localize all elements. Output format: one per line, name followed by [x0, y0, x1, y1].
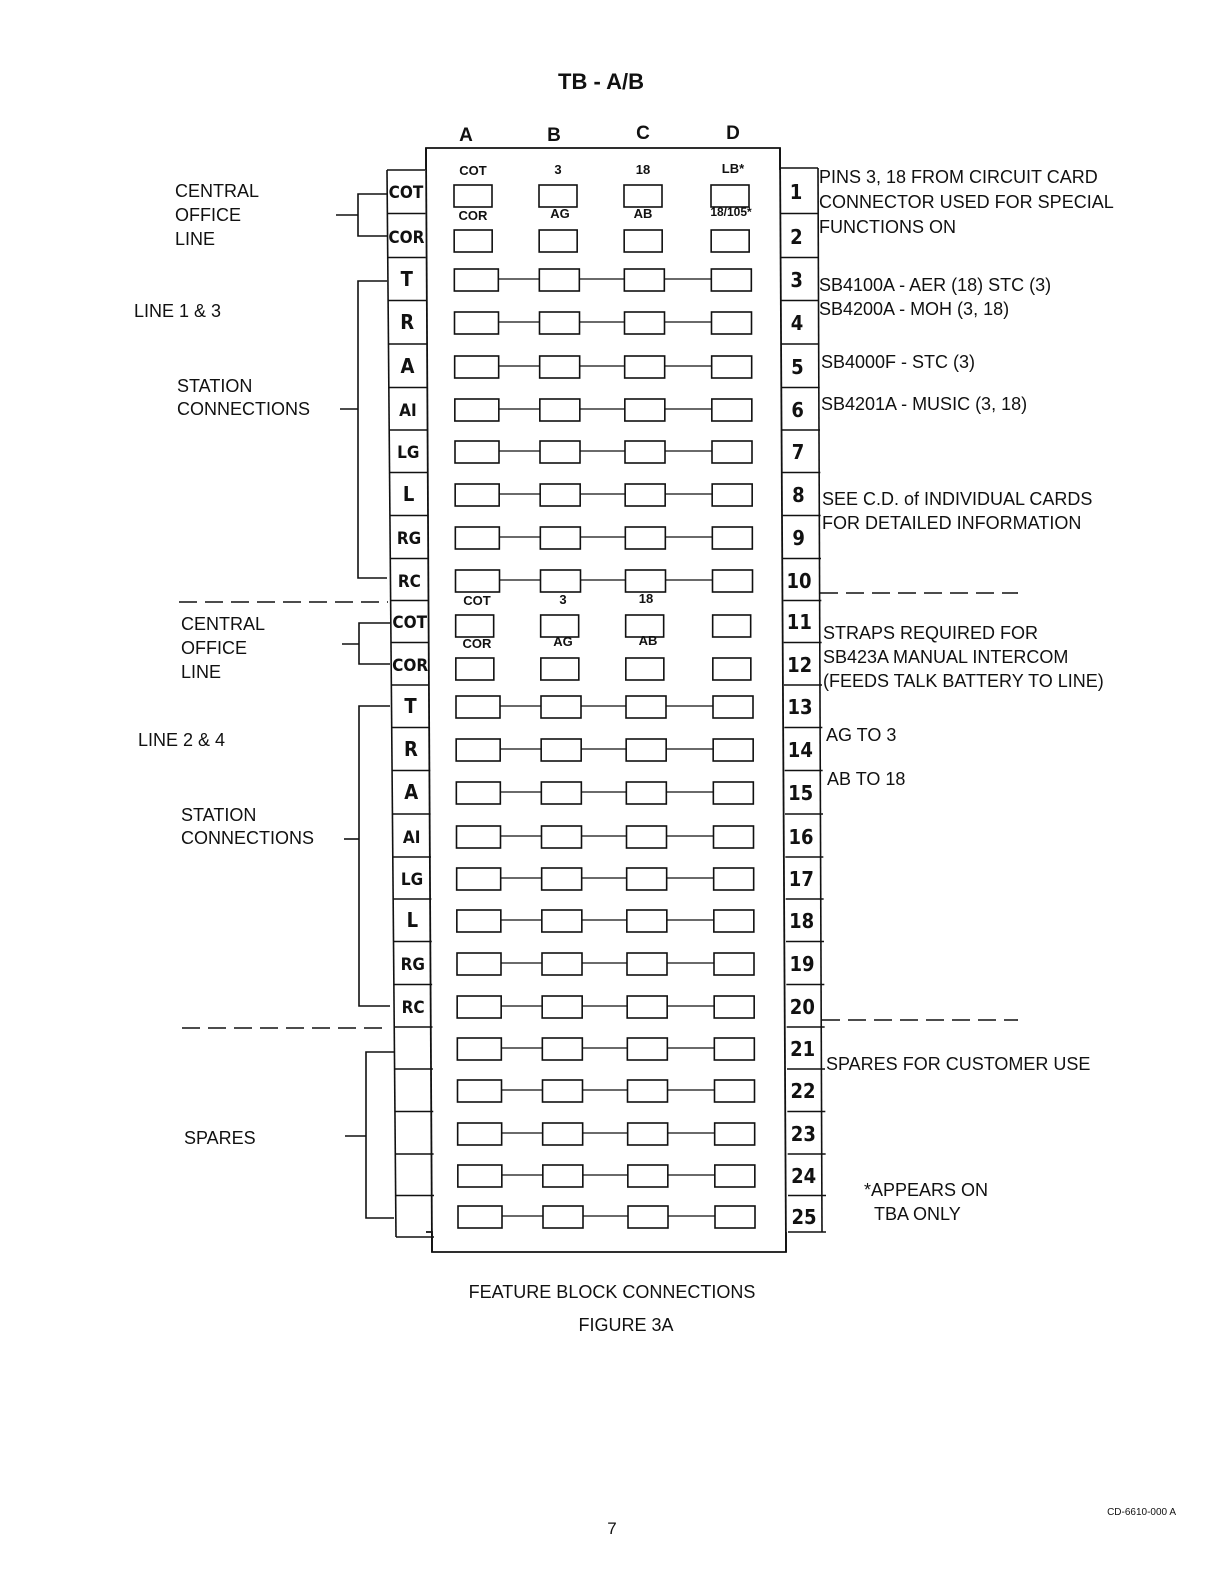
terminal-d-3 — [711, 269, 751, 291]
terminal-d-2 — [711, 230, 749, 252]
terminal-a-2 — [454, 230, 492, 252]
pin-header-cor: COR — [458, 208, 488, 223]
terminal-row-20 — [457, 996, 754, 1018]
column-header-b: B — [547, 125, 561, 146]
row-number-5: 5 — [791, 355, 804, 379]
row-label-10: RC — [397, 572, 421, 592]
terminal-b-8 — [540, 484, 580, 506]
terminal-c-23 — [628, 1123, 668, 1145]
terminal-c-6 — [625, 399, 665, 421]
terminal-row-8 — [455, 484, 752, 506]
column-headers — [459, 123, 740, 146]
pin-header-ab-2: AB — [638, 633, 658, 648]
note-see-cd: SEE C.D. of INDIVIDUAL CARDS FOR DETAILED INFORMATION — [822, 489, 1093, 533]
terminal-d-6 — [712, 399, 752, 421]
terminal-row-19 — [457, 953, 754, 975]
terminal-b-25 — [543, 1206, 583, 1228]
caption-title: FEATURE BLOCK CONNECTIONS — [468, 1282, 756, 1302]
pin-header-cor-2: COR — [462, 636, 492, 651]
group-station-1: STATION CONNECTIONS — [177, 376, 311, 419]
row-label-12: COR — [392, 656, 429, 676]
terminal-row-4 — [455, 312, 752, 334]
terminal-b-2 — [539, 230, 577, 252]
row-number-16: 16 — [788, 825, 814, 849]
terminal-b-17 — [542, 868, 582, 890]
row-number-20: 20 — [789, 995, 815, 1019]
row-label-15: A — [404, 780, 419, 804]
terminal-c-19 — [627, 953, 667, 975]
row-number-13: 13 — [787, 695, 813, 719]
row-number-12: 12 — [787, 653, 813, 677]
terminal-b-13 — [541, 696, 581, 718]
row-label-6: AI — [399, 401, 417, 421]
terminal-a-16 — [457, 826, 501, 848]
terminal-b-19 — [542, 953, 582, 975]
row-number-14: 14 — [787, 738, 813, 762]
terminal-d-23 — [715, 1123, 755, 1145]
terminal-b-1 — [539, 185, 577, 207]
terminal-d-13 — [713, 696, 753, 718]
terminal-c-13 — [626, 696, 666, 718]
terminal-b-15 — [541, 782, 581, 804]
terminal-c-7 — [625, 441, 665, 463]
terminal-a-14 — [456, 739, 500, 761]
column-header-c: C — [636, 123, 650, 144]
row-number-21: 21 — [790, 1037, 816, 1061]
row-number-7: 7 — [791, 440, 805, 464]
note-pins: PINS 3, 18 FROM CIRCUIT CARD CONNECTOR USED FOR SPECIAL FUNCTIONS ON — [819, 167, 1114, 237]
terminal-b-21 — [542, 1038, 582, 1060]
terminal-row-9 — [455, 527, 752, 549]
row-label-17: LG — [400, 870, 424, 890]
terminal-a-13 — [456, 696, 500, 718]
row-number-25: 25 — [791, 1205, 817, 1229]
row-number-15: 15 — [788, 781, 814, 805]
terminal-c-9 — [625, 527, 665, 549]
terminal-c-12 — [626, 658, 664, 680]
pin-headers-top — [459, 161, 752, 223]
note-spares: SPARES FOR CUSTOMER USE — [826, 1054, 1091, 1074]
terminal-row-6 — [455, 399, 752, 421]
terminal-row-14 — [456, 739, 753, 761]
terminal-a-9 — [455, 527, 499, 549]
row-number-1: 1 — [789, 180, 803, 204]
figure-caption — [469, 1282, 756, 1335]
terminal-b-10 — [541, 570, 581, 592]
terminal-row-12 — [456, 658, 751, 680]
terminal-b-22 — [543, 1080, 583, 1102]
pin-header-ag: AG — [550, 206, 570, 221]
terminal-row-18 — [457, 910, 754, 932]
terminal-c-10 — [626, 570, 666, 592]
row-number-strip — [780, 168, 826, 1232]
group-line-1-3: LINE 1 & 3 — [134, 301, 222, 321]
row-number-23: 23 — [790, 1122, 816, 1146]
terminal-b-3 — [539, 269, 579, 291]
document-id: CD-6610-000 A — [1107, 1507, 1176, 1518]
row-label-13: T — [404, 694, 417, 718]
row-number-11: 11 — [786, 610, 812, 634]
row-label-2: COR — [388, 228, 425, 248]
terminal-d-5 — [712, 356, 752, 378]
row-label-14: R — [403, 737, 418, 761]
row-number-24: 24 — [791, 1164, 817, 1188]
terminal-row-15 — [456, 782, 753, 804]
terminal-d-19 — [714, 953, 754, 975]
terminal-a-1 — [454, 185, 492, 207]
terminal-d-17 — [714, 868, 754, 890]
terminal-a-21 — [457, 1038, 501, 1060]
left-brackets — [336, 194, 394, 1218]
note-sb4000f: SB4000F - STC (3) — [821, 352, 976, 372]
terminal-d-10 — [713, 570, 753, 592]
terminal-c-4 — [625, 312, 665, 334]
terminal-c-21 — [627, 1038, 667, 1060]
terminal-c-24 — [628, 1165, 668, 1187]
row-label-4: R — [400, 310, 415, 334]
row-number-2: 2 — [790, 225, 803, 249]
column-header-a: A — [459, 125, 473, 146]
terminal-d-4 — [712, 312, 752, 334]
terminal-b-6 — [540, 399, 580, 421]
pin-header-ab: AB — [633, 206, 653, 221]
row-label-7: LG — [397, 443, 420, 463]
terminal-row-22 — [458, 1080, 755, 1102]
terminal-d-8 — [712, 484, 752, 506]
group-central-office-2: CENTRAL OFFICE LINE — [181, 614, 265, 682]
terminal-row-7 — [455, 441, 752, 463]
pin-header-18: 18 — [635, 162, 651, 177]
terminal-row-24 — [458, 1165, 755, 1187]
terminal-row-11 — [456, 615, 751, 637]
terminal-row-21 — [457, 1038, 754, 1060]
right-notes — [819, 167, 1118, 1224]
terminal-d-25 — [715, 1206, 755, 1228]
terminal-grid — [454, 185, 755, 1228]
row-label-9: RG — [396, 529, 422, 549]
terminal-c-20 — [627, 996, 667, 1018]
pin-header-cot: COT — [459, 163, 487, 178]
terminal-row-2 — [454, 230, 749, 252]
terminal-row-5 — [455, 356, 752, 378]
row-label-3: T — [400, 267, 413, 291]
terminal-c-22 — [628, 1080, 668, 1102]
terminal-a-7 — [455, 441, 499, 463]
terminal-c-16 — [627, 826, 667, 848]
group-spares: SPARES — [184, 1128, 256, 1148]
terminal-d-7 — [712, 441, 752, 463]
terminal-a-18 — [457, 910, 501, 932]
terminal-a-10 — [456, 570, 500, 592]
note-ag-to-3: AG TO 3 — [826, 725, 897, 745]
terminal-row-1 — [454, 185, 749, 207]
row-number-6: 6 — [791, 398, 804, 422]
group-station-2: STATION CONNECTIONS — [181, 805, 315, 848]
row-label-8: L — [402, 482, 415, 506]
terminal-a-22 — [458, 1080, 502, 1102]
row-label-5: A — [400, 354, 415, 378]
terminal-b-9 — [540, 527, 580, 549]
row-number-17: 17 — [788, 867, 814, 891]
terminal-d-24 — [715, 1165, 755, 1187]
row-label-1: COT — [388, 183, 424, 203]
row-number-19: 19 — [789, 952, 815, 976]
terminal-d-22 — [715, 1080, 755, 1102]
row-number-10: 10 — [786, 569, 812, 593]
row-number-9: 9 — [792, 526, 805, 550]
terminal-row-23 — [458, 1123, 755, 1145]
terminal-b-7 — [540, 441, 580, 463]
terminal-b-20 — [542, 996, 582, 1018]
terminal-c-18 — [627, 910, 667, 932]
pin-header-lb: LB* — [721, 161, 745, 176]
terminal-b-12 — [541, 658, 579, 680]
note-sb4100a: SB4100A - AER (18) STC (3) — [819, 275, 1052, 295]
terminal-row-3 — [454, 269, 751, 291]
terminal-d-20 — [714, 996, 754, 1018]
terminal-d-12 — [713, 658, 751, 680]
row-label-20: RC — [401, 998, 425, 1018]
terminal-d-15 — [713, 782, 753, 804]
terminal-a-11 — [456, 615, 494, 637]
terminal-c-2 — [624, 230, 662, 252]
row-number-8: 8 — [792, 483, 805, 507]
terminal-row-25 — [458, 1206, 755, 1228]
note-ab-to-18: AB TO 18 — [827, 769, 906, 789]
terminal-a-17 — [457, 868, 501, 890]
column-header-d: D — [726, 123, 740, 144]
row-number-3: 3 — [790, 268, 803, 292]
row-label-19: RG — [400, 955, 425, 975]
terminal-c-15 — [626, 782, 666, 804]
group-central-office-1: CENTRAL OFFICE LINE — [175, 181, 259, 249]
terminal-d-16 — [714, 826, 754, 848]
note-sb4201a: SB4201A - MUSIC (3, 18) — [821, 394, 1028, 414]
terminal-d-1 — [711, 185, 749, 207]
terminal-a-6 — [455, 399, 499, 421]
left-strip-edge — [387, 170, 396, 1237]
terminal-c-3 — [624, 269, 664, 291]
terminal-c-17 — [627, 868, 667, 890]
terminal-c-1 — [624, 185, 662, 207]
terminal-a-12 — [456, 658, 494, 680]
row-number-4: 4 — [790, 311, 804, 335]
note-appears: *APPEARS ON TBA ONLY — [864, 1180, 989, 1224]
terminal-b-24 — [543, 1165, 583, 1187]
row-number-22: 22 — [790, 1079, 816, 1103]
terminal-b-16 — [542, 826, 582, 848]
terminal-a-19 — [457, 953, 501, 975]
terminal-a-23 — [458, 1123, 502, 1145]
terminal-d-11 — [713, 615, 751, 637]
row-label-11: COT — [392, 613, 428, 633]
terminal-c-14 — [626, 739, 666, 761]
pin-header-18-2: 18 — [638, 591, 654, 606]
terminal-row-13 — [456, 696, 753, 718]
terminal-a-8 — [455, 484, 499, 506]
terminal-row-16 — [457, 826, 754, 848]
terminal-b-4 — [540, 312, 580, 334]
pin-header-cot-2: COT — [463, 593, 491, 608]
row-label-16: AI — [402, 828, 421, 848]
note-sb4200a: SB4200A - MOH (3, 18) — [819, 299, 1010, 319]
pin-header-3-2: 3 — [559, 592, 567, 607]
terminal-b-23 — [543, 1123, 583, 1145]
terminal-a-4 — [455, 312, 499, 334]
terminal-a-3 — [454, 269, 498, 291]
terminal-row-17 — [457, 868, 754, 890]
terminal-d-9 — [712, 527, 752, 549]
terminal-a-15 — [456, 782, 500, 804]
terminal-a-5 — [455, 356, 499, 378]
terminal-d-14 — [713, 739, 753, 761]
row-number-18: 18 — [789, 909, 815, 933]
terminal-a-24 — [458, 1165, 502, 1187]
right-strip-edge — [818, 168, 822, 1232]
terminal-c-25 — [628, 1206, 668, 1228]
note-straps: STRAPS REQUIRED FOR SB423A MANUAL INTERCOM (FEEDS TALK BATTERY TO LINE) — [823, 623, 1104, 691]
page-number: 7 — [607, 1519, 617, 1538]
left-group-labels — [134, 181, 314, 1148]
row-label-18: L — [406, 908, 419, 932]
terminal-d-18 — [714, 910, 754, 932]
pin-header-18-105: 18/105* — [710, 205, 752, 219]
terminal-b-5 — [540, 356, 580, 378]
terminal-c-8 — [625, 484, 665, 506]
terminal-b-14 — [541, 739, 581, 761]
terminal-a-25 — [458, 1206, 502, 1228]
terminal-a-20 — [457, 996, 501, 1018]
terminal-row-10 — [456, 570, 753, 592]
group-line-2-4: LINE 2 & 4 — [138, 730, 226, 750]
diagram-title: TB - A/B — [558, 69, 644, 94]
pin-header-ag-2: AG — [553, 634, 573, 649]
terminal-d-21 — [714, 1038, 754, 1060]
pin-header-3: 3 — [554, 162, 562, 177]
terminal-c-5 — [625, 356, 665, 378]
terminal-b-18 — [542, 910, 582, 932]
caption-figure: FIGURE 3A — [578, 1315, 674, 1335]
